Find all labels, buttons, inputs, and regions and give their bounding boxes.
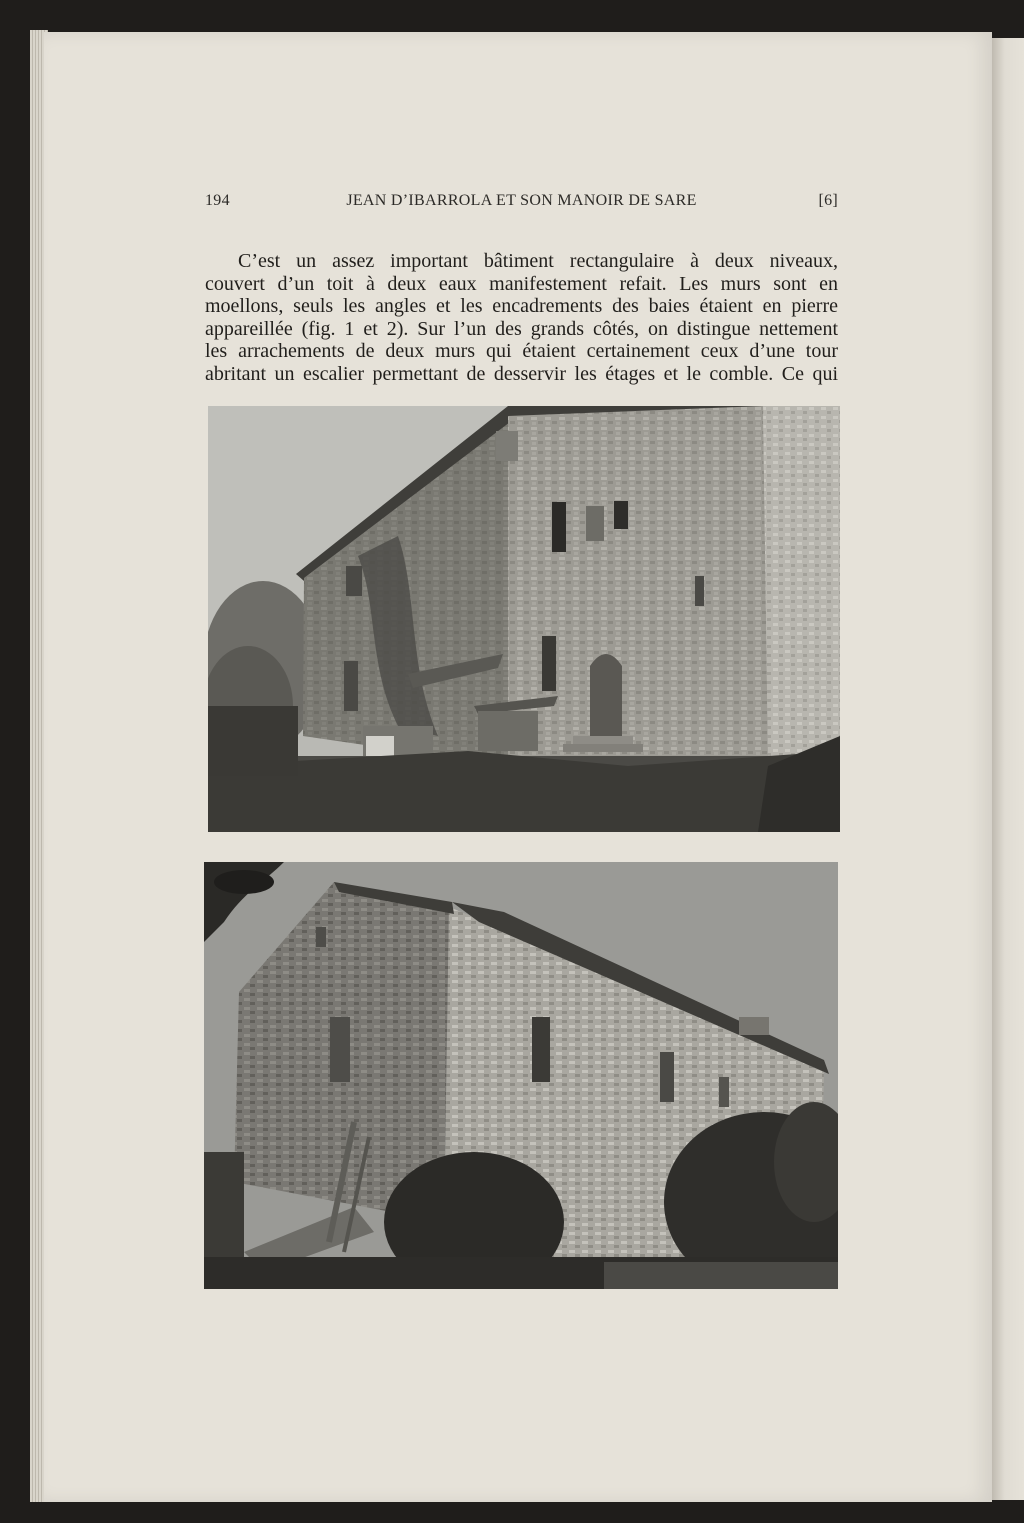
next-page-edge xyxy=(992,38,1024,1500)
page-number: 194 xyxy=(205,192,230,209)
text-line: appareillée (fig. 1 et 2). Sur l’un des grands côtés, on distingue nettement xyxy=(205,317,838,340)
figure-2-photo xyxy=(204,862,838,1289)
folio-number: [6] xyxy=(818,192,838,209)
running-title: JEAN D’IBARROLA ET SON MANOIR DE SARE xyxy=(346,192,697,209)
text-line: moellons, seuls les angles et les encadrements des baies étaient en pierre xyxy=(205,295,838,318)
body-paragraph xyxy=(205,250,838,386)
text-line: les arrachements de deux murs qui étaient certainement ceux d’une tour xyxy=(205,340,838,363)
figure-1-photo xyxy=(208,406,840,832)
text-line: couvert d’un toit à deux eaux manifestement refait. Les murs sont en xyxy=(205,272,838,295)
text-line: C’est un assez important bâtiment rectangulaire à deux niveaux, xyxy=(238,250,838,272)
text-line: abritant un escalier permettant de desservir les étages et le comble. Ce qui xyxy=(205,362,838,385)
